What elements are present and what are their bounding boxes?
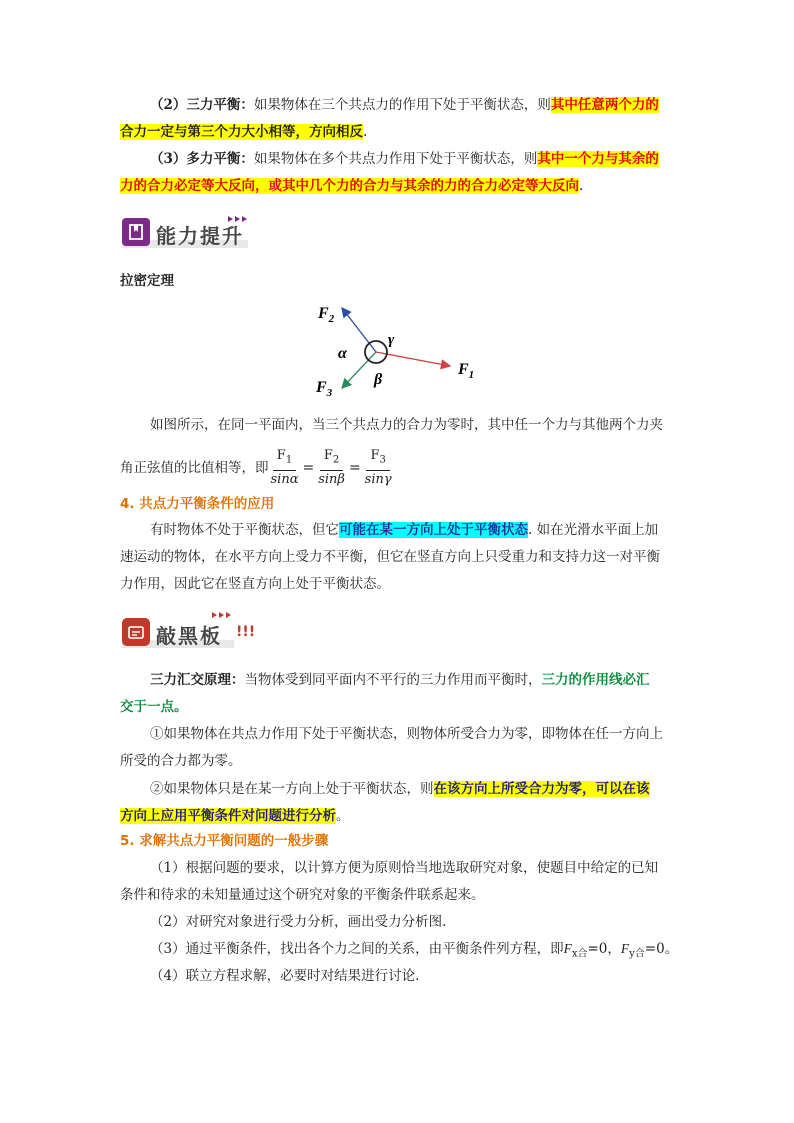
multi-force-highlight-a: 其中一个力与其余的 xyxy=(537,151,659,167)
concurrent-force-green-a: 三力的作用线必汇 xyxy=(541,672,650,688)
lami-theorem-title: 拉密定理 xyxy=(120,273,174,289)
step3: （3）通过平衡条件，找出各个力之间的关系，由平衡条件列方程，即$F_{x合}=0$，$F_{y合}=0$。 xyxy=(150,941,679,960)
knock-blackboard-badge xyxy=(120,610,260,650)
section4-line1: 有时物体不处于平衡状态，但它可能在某一方向上处于平衡状态. 如在光滑水平面上加 xyxy=(150,522,659,538)
three-force-end: . xyxy=(363,124,368,140)
blackboard-point1-line1: ①如果物体在共点力作用下处于平衡状态，则物体所受合力为零，即物体在任一方向上 xyxy=(150,726,663,742)
section4-line2: 速运动的物体，在水平方向上受力不平衡，但它在竖直方向上只受重力和支持力这一对平衡 xyxy=(120,549,660,565)
label-beta: β xyxy=(374,371,383,388)
label-alpha: α xyxy=(338,345,347,362)
multi-force-highlight-b: 力的合力必定等大反向，或其中几个力的合力与其余的力的合力必定等大反向 xyxy=(120,178,579,194)
section4-line3: 力作用，因此它在竖直方向上处于平衡状态。 xyxy=(120,576,390,592)
lami-fraction-f2: $\frac{F_2}{\sin\beta}$ xyxy=(318,448,345,487)
section5-heading: 5. 求解共点力平衡问题的一般步骤 xyxy=(120,833,329,849)
step1-line2: 条件和待求的未知量通过这个研究对象的平衡条件联系起来。 xyxy=(120,887,485,903)
concurrent-force-line1: 三力汇交原理：当物体受到同平面内不平行的三力作用而平衡时，三力的作用线必汇 xyxy=(150,672,650,688)
label-f2: $F_2$ xyxy=(318,305,335,325)
label-f3: $F_3$ xyxy=(316,379,333,399)
blackboard-point2-line2: 方向上应用平衡条件对问题进行分析。 xyxy=(120,808,350,824)
section4-highlight: 可能在某一方向上处于平衡状态 xyxy=(339,522,528,538)
multi-force-text: 如果物体在多个共点力作用下处于平衡状态，则 xyxy=(253,151,538,167)
three-force-text: 如果物体在三个共点力的作用下处于平衡状态，则 xyxy=(253,97,551,113)
force-f3-arrow xyxy=(342,352,376,388)
step1-line1: （1）根据问题的要求，以计算方便为原则恰当地选取研究对象，使题目中给定的已知 xyxy=(150,860,659,876)
three-force-balance-line1 xyxy=(150,94,659,116)
multi-force-lead: （3）多力平衡： xyxy=(150,151,254,167)
three-force-highlight-b: 合力一定与第三个力大小相等，方向相反 xyxy=(120,124,363,140)
force-diagram xyxy=(300,292,500,402)
bookmark-icon xyxy=(122,218,150,246)
blackboard-point1-line2: 所受的合力都为零。 xyxy=(120,753,242,769)
label-gamma: γ xyxy=(388,332,395,348)
multi-force-balance-line1 xyxy=(150,148,659,170)
note-icon xyxy=(122,618,150,646)
concurrent-force-green-b: 交于一点。 xyxy=(120,699,188,715)
multi-force-balance-line2 xyxy=(120,175,583,197)
ability-improve-badge xyxy=(120,214,250,250)
lami-fraction-f3: $\frac{F_3}{\sin\gamma}$ xyxy=(364,448,392,487)
three-force-lead: （2）三力平衡： xyxy=(150,97,254,113)
blackboard-highlight-b: 方向上应用平衡条件对问题进行分析 xyxy=(120,808,336,824)
label-f1: $F_1$ xyxy=(458,361,475,381)
force-f2-arrow xyxy=(342,308,376,352)
step2: （2）对研究对象进行受力分析，画出受力分析图. xyxy=(150,914,447,930)
step4: （4）联立方程求解，必要时对结果进行讨论. xyxy=(150,968,420,984)
section4-heading: 4. 共点力平衡条件的应用 xyxy=(120,496,275,512)
ability-improve-label: 能力提升 xyxy=(156,224,244,248)
three-force-highlight-a: 其中任意两个力的 xyxy=(550,97,659,113)
multi-force-end: . xyxy=(579,178,584,194)
blackboard-point2-line1: ②如果物体只是在某一方向上处于平衡状态，则在该方向上所受合力为零，可以在该 xyxy=(150,781,650,797)
lami-statement-text: 角正弦值的比值相等，即 xyxy=(120,460,269,476)
lami-statement-line1: 如图所示，在同一平面内，当三个共点力的合力为零时，其中任一个力与其他两个力夹 xyxy=(150,417,663,433)
equals-sign: = xyxy=(348,460,361,476)
three-force-balance-line2 xyxy=(120,121,367,143)
lami-fraction-f1: $\frac{F_1}{\sin\alpha}$ xyxy=(270,448,299,487)
equals-sign: = xyxy=(302,460,315,476)
lami-statement-line2 xyxy=(120,446,394,490)
exclamation-marks: !!! xyxy=(236,624,256,640)
knock-blackboard-label: 敲黑板 xyxy=(156,624,222,648)
blackboard-highlight-a: 在该方向上所受合力为零，可以在该 xyxy=(433,781,650,797)
